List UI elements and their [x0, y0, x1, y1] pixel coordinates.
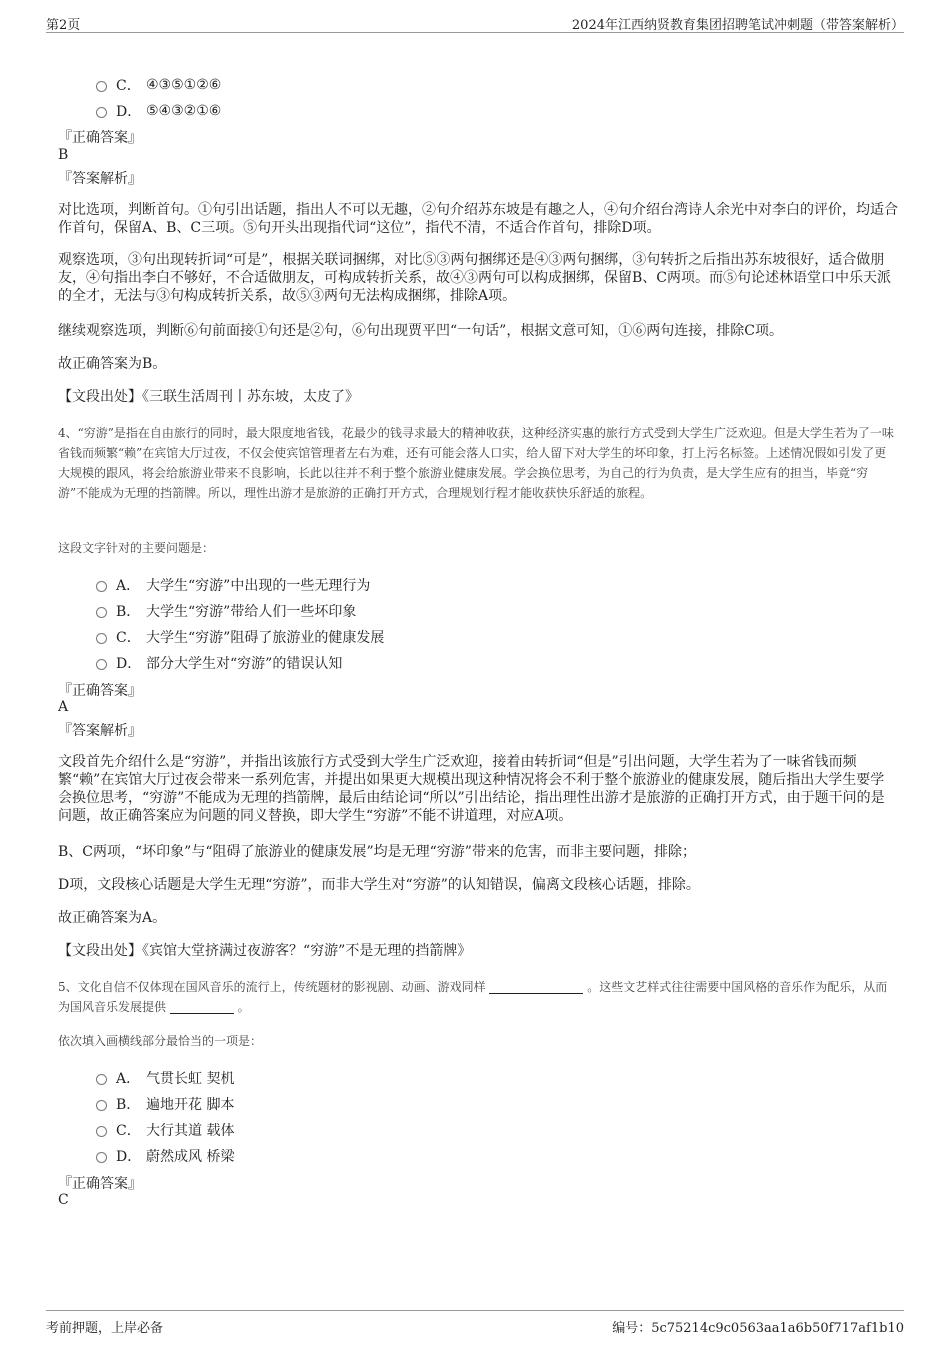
correct-answer-label: 『正确答案』 [58, 1176, 142, 1192]
option-c[interactable]: C． 大学生“穷游”阻碍了旅游业的健康发展 [96, 627, 384, 647]
analysis-paragraph: 对比选项，判断首句。①句引出话题，指出人不可以无趣，②句介绍苏东坡是有趣之人，④句介绍台湾诗人余光中对李白的评价，均适合作首句，保留A、B、C三项。⑤句开头出现指代词“这位”，指代不清，不适合作首句，排除D项。 [58, 202, 898, 236]
option-text: 大学生“穷游”中出现的一些无理行为 [146, 578, 371, 594]
footer-slogan: 考前押题，上岸必备 [46, 1321, 164, 1336]
document-title: 2024年江西纳贤教育集团招聘笔试冲刺题（带答案解析） [571, 18, 904, 33]
option-text: 遍地开花 脚本 [146, 1097, 235, 1113]
radio-icon[interactable] [96, 607, 107, 618]
correct-answer: C [58, 1192, 69, 1208]
correct-answer-label: 『正确答案』 [58, 683, 142, 699]
option-text: 大学生“穷游”阻碍了旅游业的健康发展 [146, 630, 385, 646]
analysis-paragraph: B、C两项，“坏印象”与“阻碍了旅游业的健康发展”均是无理“穷游”带来的危害，而非主要问题，排除； [58, 844, 696, 860]
option-text: 大学生“穷游”带给人们一些坏印象 [146, 604, 357, 620]
radio-icon[interactable] [96, 81, 107, 92]
option-d[interactable]: D． 部分大学生对“穷游”的错误认知 [96, 653, 342, 673]
radio-icon[interactable] [96, 581, 107, 592]
radio-icon[interactable] [96, 659, 107, 670]
source-citation: 【文段出处】《宾馆大堂挤满过夜游客？“穷游”不是无理的挡箭牌》 [58, 943, 472, 959]
radio-icon[interactable] [96, 1100, 107, 1111]
option-d[interactable]: D． ⑤④③②①⑥ [96, 101, 221, 121]
page-number: 第2页 [46, 18, 81, 33]
page-footer [46, 1310, 904, 1337]
question-stem: 4、“穷游”是指在自由旅行的同时，最大限度地省钱，花最少的钱寻求最大的精神收获，这种经济实惠的旅行方式受到大学生广泛欢迎。但是大学生若为了一味省钱而频繁“赖”在宾馆大厅过夜，不仅会使宾馆管理者左右为难，还有可能会落人口实，给人留下对大学生的坏印象，打上污名标签。上述情况假如引发了更大规模的跟风，将会给旅游业带来不良影响，长此以往并不利于整个旅游业健康发展。学会换位思考，为自己的行为负责，是大学生应有的担当，毕竟“穷游”不能成为无理的挡箭牌。所以，理性出游才是旅游的正确打开方式，合理规划行程才能收获快乐舒适的旅程。 [58, 426, 894, 500]
question-prompt: 依次填入画横线部分最恰当的一项是： [58, 1034, 263, 1048]
correct-answer-label: 『正确答案』 [58, 130, 142, 146]
radio-icon[interactable] [96, 107, 107, 118]
option-c[interactable]: C． 大行其道 载体 [96, 1120, 234, 1140]
radio-icon[interactable] [96, 633, 107, 644]
option-text: ④③⑤①②⑥ [146, 77, 222, 93]
question-stem: 5、文化自信不仅体现在国风音乐的流行上，传统题材的影视剧、动画、游戏同样 。这些文艺样式往往需要中国风格的音乐作为配乐，从而为国风音乐发展提供 。 [58, 980, 888, 1014]
correct-answer: A [58, 699, 69, 715]
analysis-paragraph: 观察选项，③句出现转折词“可是”，根据关联词捆绑，对比⑤③两句捆绑还是④③两句捆绑，③句转折之后指出苏东坡很好，适合做朋友，④句指出李白不够好，不合适做朋友，可构成转折关系，故④③两句可以构成捆绑，保留B、C两项。而⑤句论述林语堂口中乐天派的全才，无法与③句构成转折关系，故⑤③两句无法构成捆绑，排除A项。 [58, 252, 891, 304]
option-d[interactable]: D． 蔚然成风 桥梁 [96, 1146, 234, 1166]
option-a[interactable]: A． 大学生“穷游”中出现的一些无理行为 [96, 575, 370, 595]
analysis-paragraph: 故正确答案为B。 [58, 356, 167, 372]
page-header [46, 10, 904, 33]
analysis-label: 『答案解析』 [58, 171, 142, 187]
option-text: 气贯长虹 契机 [146, 1071, 235, 1087]
option-text: 蔚然成风 桥梁 [146, 1149, 235, 1165]
analysis-paragraph: 故正确答案为A。 [58, 910, 167, 926]
question-prompt: 这段文字针对的主要问题是： [58, 541, 215, 555]
fill-blank-1[interactable] [489, 981, 583, 994]
option-text: 大行其道 载体 [146, 1123, 235, 1139]
option-text: ⑤④③②①⑥ [146, 103, 222, 119]
analysis-paragraph: 继续观察选项，判断⑥句前面接①句还是②句，⑥句出现贾平凹“一句话”，根据文意可知，①⑥两句连接，排除C项。 [58, 323, 784, 339]
option-c[interactable]: C． ④③⑤①②⑥ [96, 75, 221, 95]
analysis-paragraph: 文段首先介绍什么是“穷游”，并指出该旅行方式受到大学生广泛欢迎，接着由转折词“但是”引出问题，大学生若为了一味省钱而频繁“赖”在宾馆大厅过夜会带来一系列危害，并提出如果更大规模出现这种情况将会不利于整个旅游业的健康发展，随后指出大学生要学会换位思考，“穷游”不能成为无理的挡箭牌，最后由结论词“所以”引出结论，指出理性出游才是旅游的正确打开方式，由于题干问的是问题，故正确答案应为问题的同义替换，即大学生“穷游”不能不讲道理，对应A项。 [58, 754, 885, 824]
source-citation: 【文段出处】《三联生活周刊丨苏东坡，太皮了》 [58, 389, 359, 405]
fill-blank-2[interactable] [170, 1001, 234, 1014]
option-a[interactable]: A． 气贯长虹 契机 [96, 1068, 234, 1088]
document-id: 编号：5c75214c9c0563aa1a6b50f717af1b10 [612, 1321, 904, 1336]
radio-icon[interactable] [96, 1074, 107, 1085]
radio-icon[interactable] [96, 1152, 107, 1163]
option-b[interactable]: B． 遍地开花 脚本 [96, 1094, 234, 1114]
analysis-paragraph: D项，文段核心话题是大学生无理“穷游”，而非大学生对“穷游”的认知错误，偏离文段核心话题，排除。 [58, 877, 700, 893]
correct-answer: B [58, 147, 69, 163]
radio-icon[interactable] [96, 1126, 107, 1137]
option-b[interactable]: B． 大学生“穷游”带给人们一些坏印象 [96, 601, 356, 621]
analysis-label: 『答案解析』 [58, 723, 142, 739]
option-text: 部分大学生对“穷游”的错误认知 [146, 656, 343, 672]
